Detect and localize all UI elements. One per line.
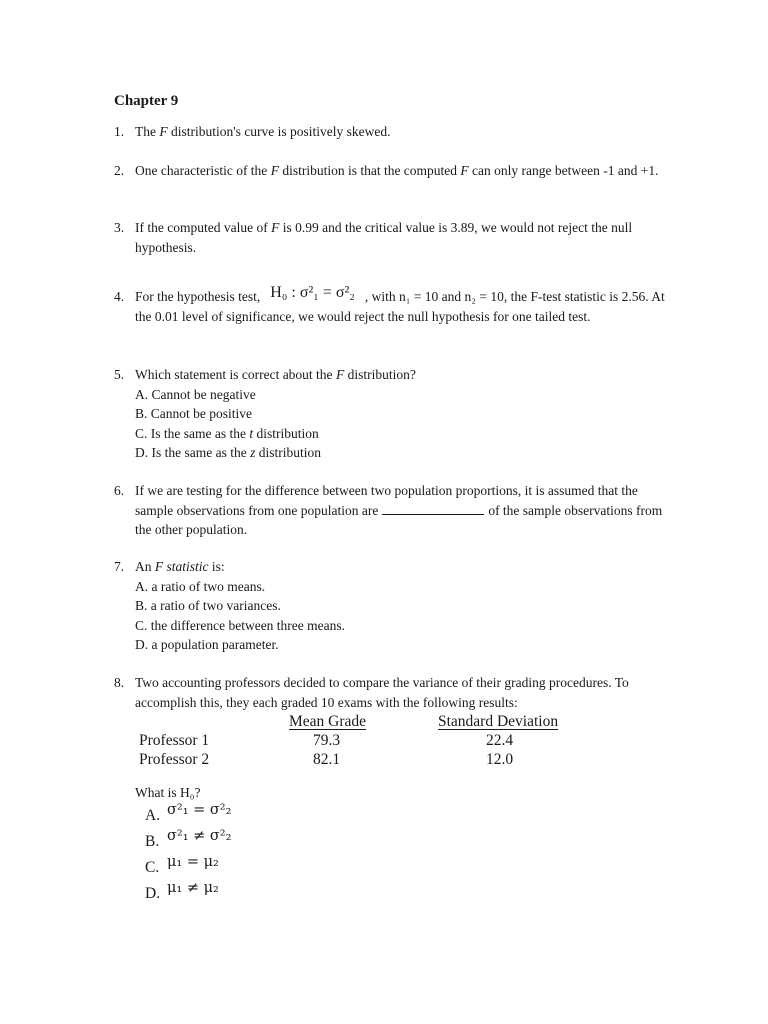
question-text: is: bbox=[208, 559, 225, 574]
question-1 bbox=[114, 122, 674, 142]
answer-option: C. the difference between three means. bbox=[135, 617, 346, 633]
answer-option: A. Cannot be negative bbox=[135, 386, 256, 402]
table-cell: 82.1 bbox=[313, 751, 341, 768]
answer-option: D. μ₁ ≠ μ₂ bbox=[145, 879, 219, 902]
question-8 bbox=[114, 673, 674, 907]
question-number: 8. bbox=[114, 675, 125, 690]
table-cell: Professor 2 bbox=[139, 751, 210, 768]
question-number: 7. bbox=[114, 559, 125, 574]
italic-term: F bbox=[270, 163, 279, 178]
answer-option: D. a population parameter. bbox=[135, 637, 279, 652]
question-5 bbox=[114, 365, 674, 463]
question-6 bbox=[114, 481, 674, 540]
table-cell: 12.0 bbox=[486, 751, 514, 768]
question-number: 4. bbox=[114, 289, 125, 304]
table-row bbox=[139, 750, 666, 769]
answer-option: A. σ²₁ = σ²₂ bbox=[145, 801, 232, 824]
table-cell: 79.3 bbox=[313, 732, 341, 749]
hypothesis-answers bbox=[145, 803, 674, 907]
answer-option: C. Is the same as the t distribution bbox=[135, 425, 319, 441]
question-text: can only range between -1 and +1. bbox=[468, 163, 659, 178]
answer-option: B. Cannot be positive bbox=[135, 406, 252, 421]
question-text: distribution is that the computed bbox=[278, 163, 461, 178]
answer-option: A. a ratio of two means. bbox=[135, 578, 266, 594]
question-text: If we are testing for the difference between two population proportions, it is assumed that the sample observations from one population are bbox=[135, 483, 638, 518]
question-2 bbox=[114, 161, 674, 181]
question-number: 2. bbox=[114, 163, 125, 178]
table-cell: Professor 1 bbox=[139, 732, 210, 749]
table-cell: 22.4 bbox=[486, 732, 514, 749]
hypothesis-equation: H₀ : σ²₁ = σ²₂ bbox=[270, 284, 355, 301]
table-header: Mean Grade bbox=[289, 713, 367, 730]
question-number: 6. bbox=[114, 483, 125, 498]
question-number: 1. bbox=[114, 124, 125, 139]
question-number: 3. bbox=[114, 220, 125, 235]
grades-table bbox=[139, 712, 666, 769]
question-text: distribution's curve is positively skewed. bbox=[167, 124, 391, 139]
question-text: , with n₁ = 10 and n₂ = 10, the F-test statistic is 2.56. At the 0.01 level of significance, we would reject the null hypothesis for one tailed test. bbox=[135, 289, 665, 324]
italic-term: F statistic bbox=[154, 559, 209, 574]
question-text: distribution? bbox=[344, 367, 416, 382]
question-text: of the sample observations from the other population. bbox=[135, 502, 663, 537]
answer-option: D. Is the same as the z distribution bbox=[135, 445, 321, 460]
table-header-row bbox=[139, 712, 666, 731]
question-number: 5. bbox=[114, 367, 125, 382]
question-text: An bbox=[135, 559, 155, 574]
chapter-title: Chapter 9 bbox=[114, 93, 179, 109]
question-3 bbox=[114, 218, 674, 257]
italic-term: F bbox=[159, 124, 168, 139]
question-text: Which statement is correct about the bbox=[135, 367, 336, 382]
question-prompt: What is H₀? bbox=[135, 785, 201, 800]
answer-option: B. σ²₁ ≠ σ²₂ bbox=[145, 827, 232, 850]
question-text: One characteristic of the bbox=[135, 163, 271, 178]
table-row bbox=[139, 731, 666, 750]
question-text: Two accounting professors decided to compare the variance of their grading procedures. To accomplish this, they each graded 10 exams with the following results: bbox=[135, 675, 629, 710]
question-text: is 0.99 and the critical value is 3.89, we would not reject the null hypothesis. bbox=[135, 220, 633, 255]
answer-option: B. a ratio of two variances. bbox=[135, 598, 281, 613]
question-text: For the hypothesis test, bbox=[135, 289, 261, 304]
italic-term: F bbox=[271, 220, 280, 235]
table-header: Standard Deviation bbox=[438, 713, 559, 730]
table-header bbox=[139, 712, 289, 731]
italic-term: F bbox=[460, 163, 469, 178]
question-7 bbox=[114, 557, 674, 655]
italic-term: F bbox=[335, 367, 345, 382]
answer-option: C. μ₁ = μ₂ bbox=[145, 853, 219, 876]
fill-in-blank bbox=[382, 502, 484, 515]
question-text: If the computed value of bbox=[135, 220, 272, 235]
question-text: The bbox=[135, 124, 160, 139]
question-4 bbox=[114, 284, 674, 326]
